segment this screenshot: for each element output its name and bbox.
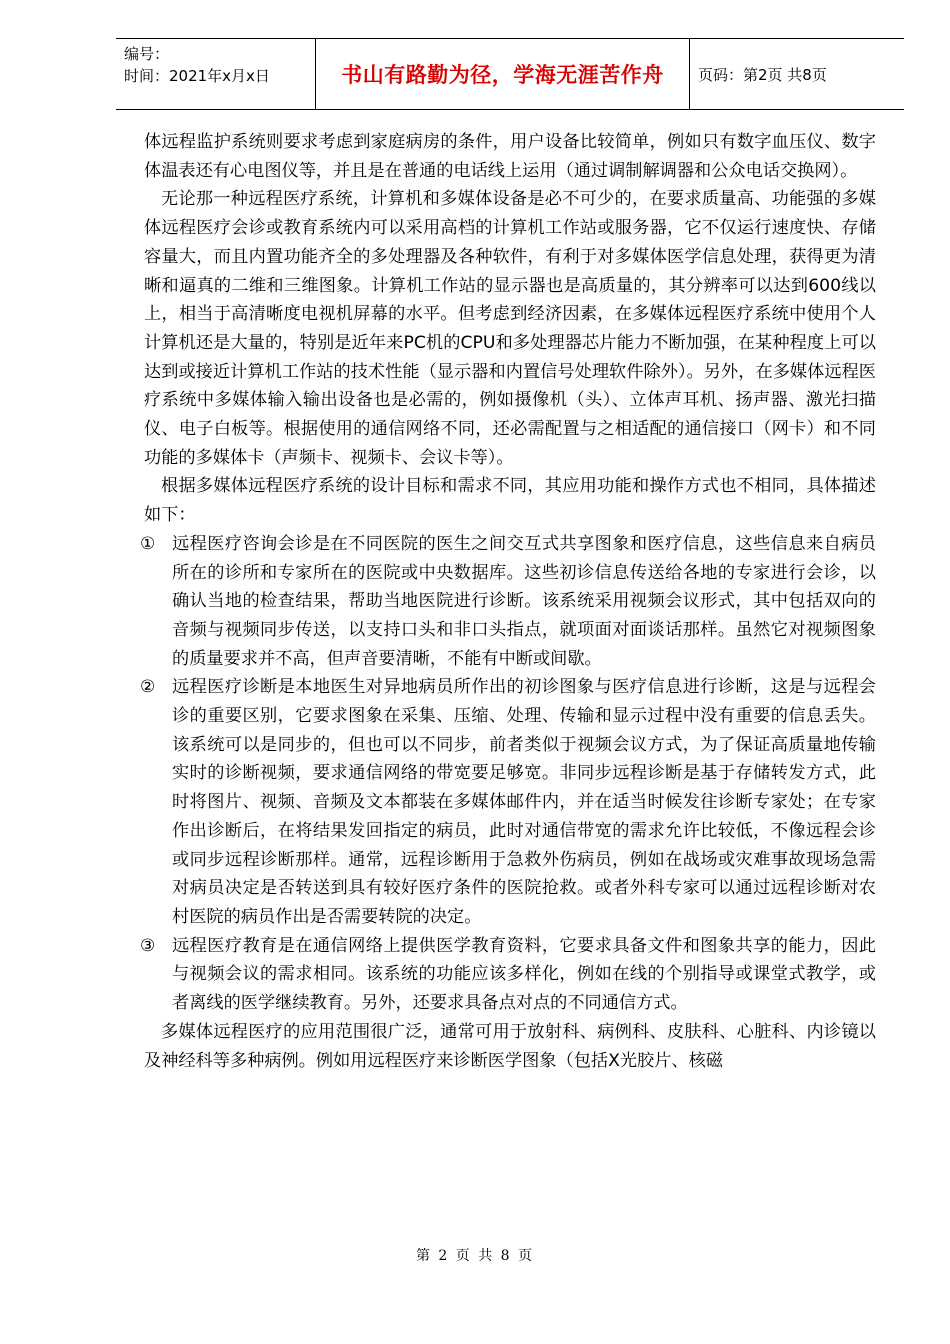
header-motto: 书山有路勤为径，学海无涯苦作舟 (316, 39, 690, 109)
list-item-number: ② (140, 677, 156, 698)
paragraph: 体远程监护系统则要求考虑到家庭病房的条件，用户设备比较简单，例如只有数字血压仪、数字体温表还有心电图仪等，并且是在普通的电话线上运用（通过调制解调器和公众电话交换网）。 (144, 132, 876, 181)
list-item-text: 远程医疗咨询会诊是在不同医院的医生之间交互式共享图象和医疗信息，这些信息来自病员所在的诊所和专家所在的医院或中央数据库。这些初诊信息传送给各地的专家进行会诊，以确认当地的检查结果，帮助当地医院进行诊断。该系统采用视频会议形式，其中包括双向的音频与视频同步传送，以支持口头和非口头指点，就项面对面谈话那样。虽然它对视频图象的质量要求并不高，但声音要清晰，不能有中断或间歇。 (172, 533, 876, 669)
list-item (140, 932, 876, 1018)
page-footer: 第 2 页 共 8 页 (415, 1248, 535, 1264)
list-item-number: ③ (140, 935, 156, 956)
list-item (140, 530, 876, 674)
list-item (140, 673, 876, 931)
header-date-label: 时间：2021年x月x日 (124, 67, 270, 85)
header-meta (116, 39, 316, 109)
header-number-label: 编号： (124, 45, 170, 63)
document-body (140, 128, 876, 1075)
paragraph: 根据多媒体远程医疗系统的设计目标和需求不同，其应用功能和操作方式也不相同，具体描述如下： (144, 476, 876, 526)
paragraph: 无论那一种远程医疗系统，计算机和多媒体设备是必不可少的，在要求质量高、功能强的多媒体远程医疗会诊或教育系统内可以采用高档的计算机工作站或服务器，它不仅运行速度快、存储容量大，而且内置功能齐全的多处理器及各种软件，有利于对多媒体医学信息处理，获得更为清晰和逼真的二维和三维图象。计算机工作站的显示器也是高质量的，其分辨率可以达到600线以上，相当于高清晰度电视机屏幕的水平。但考虑到经济因素，在多媒体远程医疗系统中使用个人计算机还是大量的，特别是近年来PC机的CPU和多处理器芯片能力不断加强，在某种程度上可以达到或接近计算机工作站的技术性能（显示器和内置信号处理软件除外）。另外，在多媒体远程医疗系统中多媒体输入输出设备也是必需的，例如摄像机（头）、立体声耳机、扬声器、激光扫描仪、电子白板等。根据使用的通信网络不同，还必需配置与之相适配的通信接口（网卡）和不同功能的多媒体卡（声频卡、视频卡、会议卡等）。 (144, 189, 876, 468)
list-item-number: ① (140, 533, 156, 554)
list-item-text: 远程医疗诊断是本地医生对异地病员所作出的初诊图象与医疗信息进行诊断，这是与远程会诊的重要区别，它要求图象在采集、压缩、处理、传输和显示过程中没有重要的信息丢失。该系统可以是同步的，但也可以不同步，前者类似于视频会议方式，为了保证高质量地传输实时的诊断视频，要求通信网络的带宽要足够宽。非同步远程诊断是基于存储转发方式，此时将图片、视频、音频及文本都装在多媒体邮件内，并在适当时候发往诊断专家处；在专家作出诊断后，在将结果发回指定的病员，此时对通信带宽的需求允许比较低，不像远程会诊或同步远程诊断那样。通常，远程诊断用于急救外伤病员，例如在战场或灾难事故现场急需对病员决定是否转送到具有较好医疗条件的医院抢救。或者外科专家可以通过远程诊断对农村医院的病员作出是否需要转院的决定。 (172, 677, 876, 927)
paragraph: 多媒体远程医疗的应用范围很广泛，通常可用于放射科、病例科、皮肤科、心脏科、内诊镜以及神经科等多种病例。例如用远程医疗来诊断医学图象（包括X光胶片、核磁 (144, 1021, 876, 1071)
list-item-text: 远程医疗教育是在通信网络上提供医学教育资料，它要求具备文件和图象共享的能力，因此与视频会议的需求相同。该系统的功能应该多样化，例如在线的个别指导或课堂式教学，或者离线的医学继续教育。另外，还要求具备点对点的不同通信方式。 (172, 935, 876, 1014)
page-header (116, 38, 904, 110)
header-page-label: 页码：第2页 共8页 (698, 65, 827, 84)
